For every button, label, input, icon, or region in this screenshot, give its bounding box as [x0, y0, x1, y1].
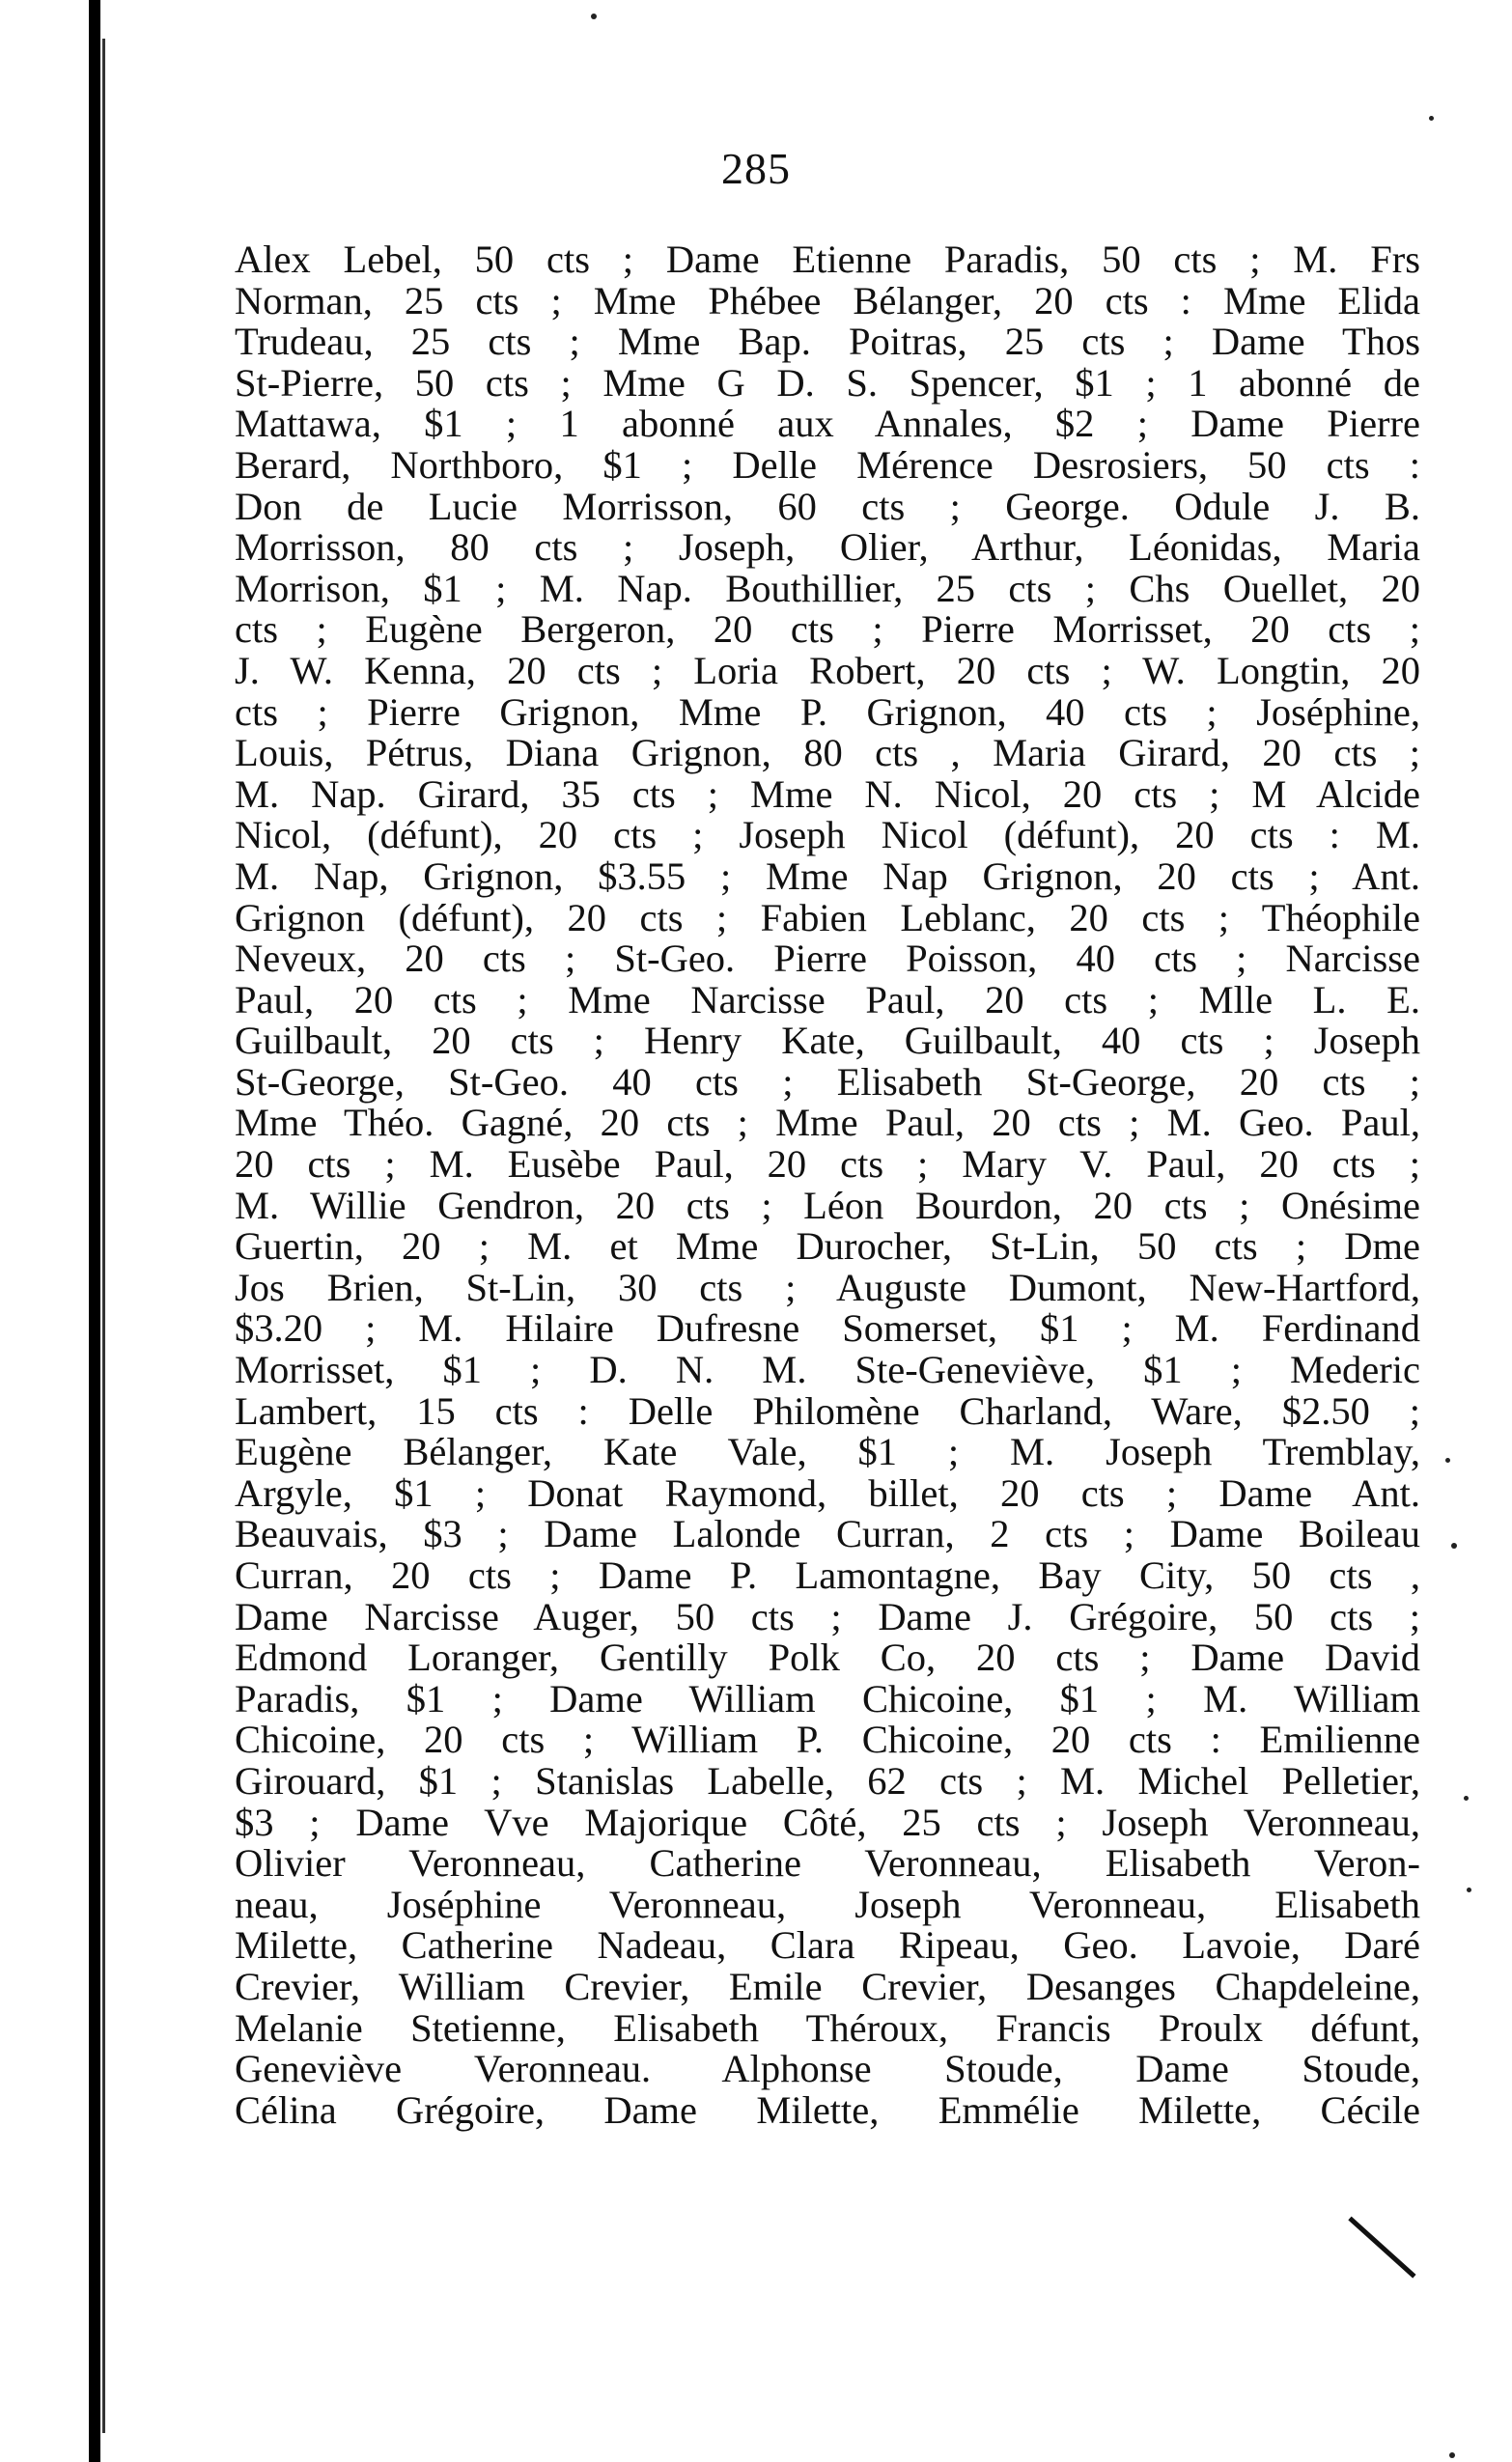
text-line: Neveux, 20 cts ; St-Geo. Pierre Poisson, 40 cts ; Narcisse — [235, 937, 1420, 981]
text-line: Grignon (défunt), 20 cts ; Fabien Leblanc, 20 cts ; Théophile — [235, 895, 1420, 939]
ink-speck — [591, 14, 597, 19]
text-line: Girouard, $1 ; Stanislas Labelle, 62 cts ; M. Michel Pelletier, — [235, 1758, 1420, 1803]
text-line: cts ; Pierre Grignon, Mme P. Grignon, 40 cts ; Joséphine, — [235, 689, 1420, 734]
page-binding-shadow — [102, 39, 105, 2433]
text-line: 20 cts ; M. Eusèbe Paul, 20 cts ; Mary V. Paul, 20 cts ; — [235, 1142, 1420, 1187]
ink-speck — [1445, 1458, 1450, 1463]
text-line: Paradis, $1 ; Dame William Chicoine, $1 ; M. William — [235, 1676, 1420, 1721]
text-line: St-George, St-Geo. 40 cts ; Elisabeth St-George, 20 cts ; — [235, 1059, 1420, 1104]
text-line: Paul, 20 cts ; Mme Narcisse Paul, 20 cts ; Mlle L. E. — [235, 977, 1420, 1021]
text-line: Nicol, (défunt), 20 cts ; Joseph Nicol (défunt), 20 cts : M. — [235, 813, 1420, 857]
text-line: Norman, 25 cts ; Mme Phébee Bélanger, 20 cts : Mme Elida — [235, 278, 1420, 322]
ink-speck — [1464, 1796, 1469, 1801]
text-line: cts ; Eugène Bergeron, 20 cts ; Pierre Morrisset, 20 cts ; — [235, 607, 1420, 652]
text-line: Don de Lucie Morrisson, 60 cts ; George. Odule J. B. — [235, 484, 1420, 528]
text-line: M. Nap, Grignon, $3.55 ; Mme Nap Grignon, 20 cts ; Ant. — [235, 853, 1420, 898]
text-line: Alex Lebel, 50 cts ; Dame Etienne Paradis, 50 cts ; M. Frs — [235, 238, 1420, 281]
ink-speck — [1429, 116, 1434, 121]
text-line: Chicoine, 20 cts ; William P. Chicoine, 20 cts : Emilienne — [235, 1718, 1420, 1762]
text-line: Célina Grégoire, Dame Milette, Emmélie Milette, Cécile — [235, 2087, 1420, 2132]
ink-speck — [1451, 1543, 1457, 1549]
text-line: Beauvais, $3 ; Dame Lalonde Curran, 2 cts ; Dame Boileau — [235, 1512, 1420, 1556]
text-line: Argyle, $1 ; Donat Raymond, billet, 20 cts ; Dame Ant. — [235, 1470, 1420, 1515]
text-line: Olivier Veronneau, Catherine Veronneau, Elisabeth Veron- — [235, 1841, 1420, 1886]
text-line: Berard, Northboro, $1 ; Delle Mérence Desrosiers, 50 cts : — [235, 442, 1420, 487]
text-line: Crevier, William Crevier, Emile Crevier, Desanges Chapdeleine, — [235, 1964, 1420, 2008]
text-line: M. Willie Gendron, 20 cts ; Léon Bourdon, 20 cts ; Onésime — [235, 1183, 1420, 1227]
text-line: J. W. Kenna, 20 cts ; Loria Robert, 20 cts ; W. Longtin, 20 — [235, 648, 1420, 692]
text-line: Lambert, 15 cts : Delle Philomène Charland, Ware, $2.50 ; — [235, 1388, 1420, 1433]
text-line: $3 ; Dame Vve Majorique Côté, 25 cts ; Joseph Veronneau, — [235, 1800, 1420, 1844]
text-line: Trudeau, 25 cts ; Mme Bap. Poitras, 25 cts ; Dame Thos — [235, 320, 1420, 364]
text-line: Mme Théo. Gagné, 20 cts ; Mme Paul, 20 cts ; M. Geo. Paul, — [235, 1101, 1420, 1145]
text-line: Morrisson, 80 cts ; Joseph, Olier, Arthur, Léonidas, Maria — [235, 525, 1420, 570]
text-line: St-Pierre, 50 cts ; Mme G D. S. Spencer, $1 ; 1 abonné de — [235, 360, 1420, 405]
text-line: Milette, Catherine Nadeau, Clara Ripeau, Geo. Lavoie, Daré — [235, 1923, 1420, 1968]
text-line: Morrison, $1 ; M. Nap. Bouthillier, 25 cts ; Chs Ouellet, 20 — [235, 566, 1420, 610]
text-line: Melanie Stetienne, Elisabeth Théroux, Francis Proulx défunt, — [235, 2005, 1420, 2050]
text-line: Jos Brien, St-Lin, 30 cts ; Auguste Dumont, New-Hartford, — [235, 1265, 1420, 1309]
text-line: Dame Narcisse Auger, 50 cts ; Dame J. Grégoire, 50 cts ; — [235, 1594, 1420, 1638]
text-line: Louis, Pétrus, Diana Grignon, 80 cts , Maria Girard, 20 cts ; — [235, 731, 1420, 775]
text-line: Edmond Loranger, Gentilly Polk Co, 20 cts ; Dame David — [235, 1636, 1420, 1680]
text-line: M. Nap. Girard, 35 cts ; Mme N. Nicol, 20 cts ; M Alcide — [235, 771, 1420, 816]
text-line: neau, Joséphine Veronneau, Joseph Veronneau, Elisabeth — [235, 1882, 1420, 1926]
body-text — [235, 239, 1420, 2131]
text-line: Guilbault, 20 cts ; Henry Kate, Guilbault, 40 cts ; Joseph — [235, 1019, 1420, 1063]
text-line: $3.20 ; M. Hilaire Dufresne Somerset, $1 ; M. Ferdinand — [235, 1306, 1420, 1351]
text-line: Guertin, 20 ; M. et Mme Durocher, St-Lin, 50 cts ; Dme — [235, 1224, 1420, 1269]
page-binding-edge — [89, 0, 100, 2462]
text-line: Mattawa, $1 ; 1 abonné aux Annales, $2 ; Dame Pierre — [235, 402, 1420, 446]
ink-speck — [1467, 1888, 1471, 1892]
page-number: 285 — [721, 144, 791, 193]
text-line: Geneviève Veronneau. Alphonse Stoude, Dame Stoude, — [235, 2047, 1420, 2091]
text-line: Morrisset, $1 ; D. N. M. Ste-Geneviève, $1 ; Mederic — [235, 1348, 1420, 1392]
text-line: Eugène Bélanger, Kate Vale, $1 ; M. Joseph Tremblay, — [235, 1430, 1420, 1474]
ink-speck — [1449, 2452, 1455, 2458]
text-line: Curran, 20 cts ; Dame P. Lamontagne, Bay City, 50 cts , — [235, 1553, 1420, 1597]
pen-stroke-mark — [1348, 2217, 1415, 2279]
